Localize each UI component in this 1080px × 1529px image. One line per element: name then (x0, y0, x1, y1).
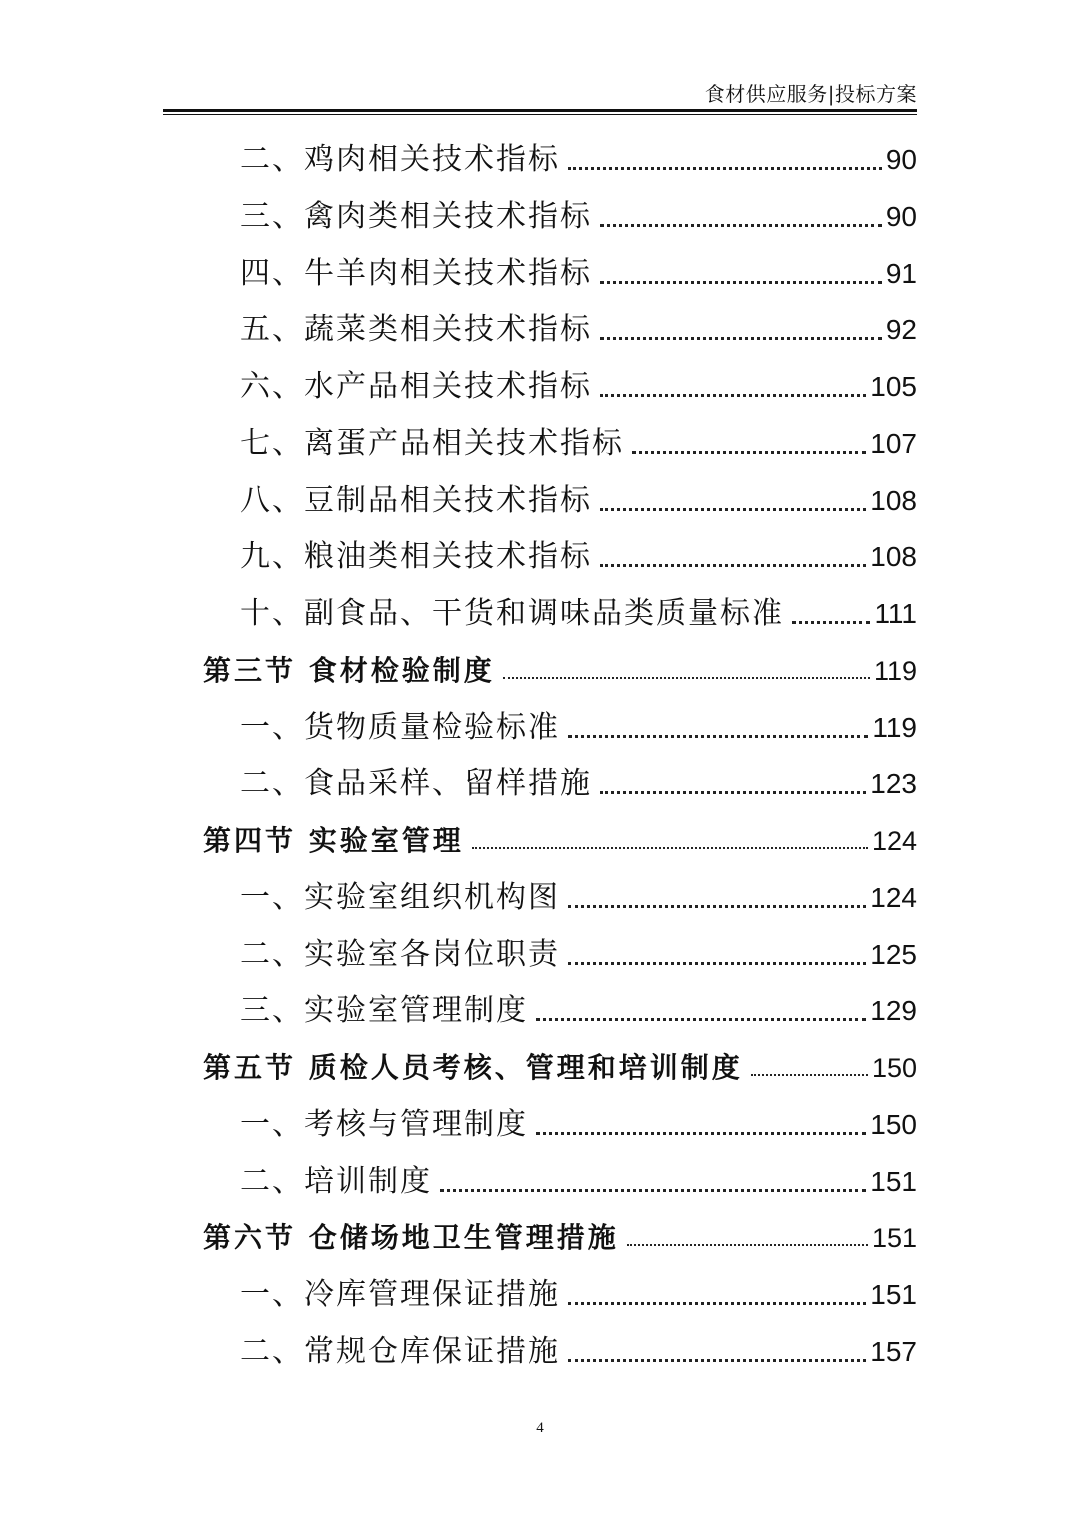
toc-entry-page-number: 107 (870, 427, 917, 459)
toc-entry (240, 874, 917, 918)
header-title: 食材供应服务|投标方案 (704, 82, 917, 106)
toc-entry-page-number: 105 (870, 371, 917, 402)
toc-dot-leader (440, 1189, 866, 1192)
toc-dot-leader (600, 224, 882, 227)
toc-dot-leader (600, 337, 882, 340)
toc-dot-leader (536, 1132, 866, 1135)
toc-entry-title: 二、鸡肉相关技术指标 (240, 142, 560, 177)
toc-entry-title: 十、副食品、干货和调味品类质量标准 (240, 596, 784, 631)
toc-entry-title: 八、豆制品相关技术指标 (240, 482, 592, 518)
toc-section-entry (203, 1214, 917, 1258)
toc-entry-title: 四、牛羊肉相关技术指标 (240, 255, 592, 291)
toc-entry (240, 590, 917, 634)
toc-entry-page-number: 150 (870, 1108, 917, 1140)
toc-entry-page-number: 151 (871, 1223, 917, 1254)
toc-entry-title: 第五节 质检人员考核、管理和培训制度 (203, 1051, 743, 1084)
toc-entry-page-number: 108 (870, 484, 917, 516)
toc-entry (240, 1328, 917, 1372)
toc-dot-leader (568, 905, 866, 908)
toc-entry-page-number: 151 (870, 1165, 917, 1197)
toc-entry (240, 477, 917, 521)
toc-entry-title: 一、实验室组织机构图 (240, 879, 560, 915)
toc-dot-leader (792, 621, 870, 624)
toc-dot-leader (536, 1018, 866, 1021)
toc-entry (240, 420, 917, 464)
toc-entry-page-number: 125 (870, 938, 917, 970)
toc-entry-page-number: 119 (872, 711, 917, 743)
toc-dot-leader (600, 281, 882, 284)
toc-entry-title: 一、冷库管理保证措施 (240, 1277, 560, 1312)
toc-section-entry (203, 817, 917, 861)
header-rule (163, 109, 917, 112)
toc-dot-leader (472, 847, 868, 849)
toc-dot-leader (600, 564, 866, 567)
toc-entry-page-number: 119 (873, 655, 917, 686)
header-rule-thin (163, 114, 917, 115)
toc-entry (240, 363, 917, 407)
toc-entry (240, 1271, 917, 1315)
toc-entry-title: 第六节 仓储场地卫生管理措施 (203, 1221, 619, 1255)
toc-entry-title: 七、离蛋产品相关技术指标 (240, 425, 624, 461)
toc-entry-page-number: 90 (885, 200, 917, 232)
toc-entry-page-number: 91 (885, 257, 917, 289)
toc-dot-leader (600, 394, 866, 397)
toc-entry-page-number: 108 (870, 541, 917, 573)
toc-dot-leader (568, 167, 882, 170)
toc-entry-title: 第四节 实验室管理 (203, 824, 464, 857)
toc-entry-page-number: 157 (870, 1335, 917, 1367)
toc-entry (240, 931, 917, 975)
toc-dot-leader (627, 1244, 868, 1246)
toc-entry-title: 二、实验室各岗位职责 (240, 936, 560, 972)
toc-dot-leader (568, 735, 868, 738)
toc-entry (240, 136, 917, 180)
toc-entry-title: 三、实验室管理制度 (240, 993, 528, 1029)
toc-entry (240, 987, 917, 1031)
toc-section-entry (203, 647, 917, 691)
toc-entry (240, 760, 917, 804)
toc-entry (240, 250, 917, 294)
toc-entry (240, 533, 917, 577)
toc-entry-page-number: 129 (870, 995, 917, 1027)
toc-dot-leader (568, 1302, 866, 1305)
toc-entry (240, 193, 917, 237)
page-number: 4 (536, 1420, 544, 1436)
toc-entry (240, 704, 917, 748)
toc-entry-page-number: 123 (870, 768, 917, 800)
toc-entry-title: 一、考核与管理制度 (240, 1106, 528, 1142)
toc-entry-title: 一、货物质量检验标准 (240, 709, 560, 745)
toc-entry-page-number: 124 (870, 881, 917, 913)
toc-entry-page-number: 150 (871, 1053, 917, 1083)
toc-entry-title: 二、培训制度 (240, 1163, 432, 1199)
toc-entry-title: 第三节 食材检验制度 (203, 653, 495, 687)
toc-entry-title: 二、常规仓库保证措施 (240, 1333, 560, 1369)
toc-entry-title: 二、食品采样、留样措施 (240, 766, 592, 802)
toc-dot-leader (632, 451, 866, 454)
toc-entry-title: 六、水产品相关技术指标 (240, 369, 592, 404)
toc-entry-title: 三、禽肉类相关技术指标 (240, 198, 592, 234)
toc-entry-page-number: 92 (885, 314, 917, 346)
toc-dot-leader (568, 1359, 866, 1362)
toc-entry-title: 九、粮油类相关技术指标 (240, 539, 592, 575)
toc-dot-leader (751, 1074, 868, 1076)
toc-entry-page-number: 124 (871, 826, 917, 856)
toc-dot-leader (568, 962, 866, 965)
toc-entry (240, 306, 917, 350)
toc-dot-leader (600, 508, 866, 511)
toc-dot-leader (503, 677, 870, 679)
toc-entry (240, 1158, 917, 1202)
toc-entry-title: 五、蔬菜类相关技术指标 (240, 312, 592, 348)
toc-entry-page-number: 90 (885, 144, 917, 175)
toc-entry-page-number: 151 (870, 1279, 917, 1310)
toc-entry (240, 1101, 917, 1145)
toc-entry-page-number: 111 (874, 598, 917, 629)
toc-dot-leader (600, 791, 866, 794)
toc-section-entry (203, 1044, 917, 1088)
